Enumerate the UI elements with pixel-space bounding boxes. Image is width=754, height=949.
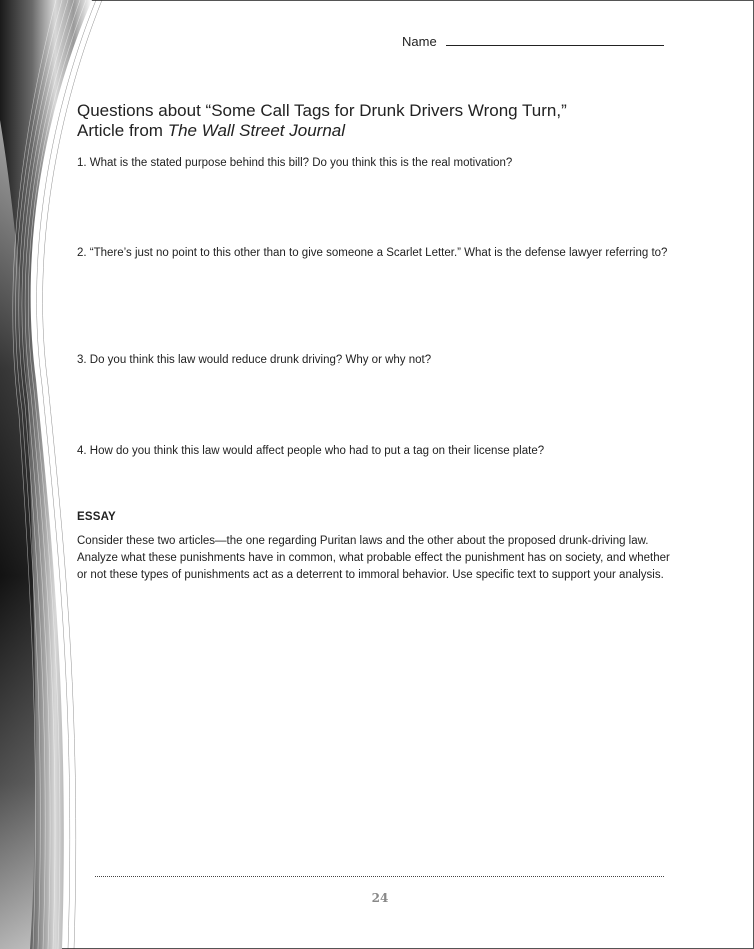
title-line-1: Questions about “Some Call Tags for Drunk Drivers Wrong Turn,”	[77, 101, 567, 120]
question-3	[77, 352, 677, 369]
name-field	[402, 33, 664, 49]
page-title	[77, 101, 567, 141]
title-line-2	[77, 121, 567, 141]
decorative-swoosh-graphic	[0, 0, 110, 949]
name-label: Name	[402, 34, 437, 49]
essay-heading: ESSAY	[77, 511, 116, 523]
footer-divider	[95, 876, 664, 877]
name-underline	[446, 33, 664, 46]
page-number: 24	[371, 891, 389, 905]
question-4	[77, 443, 677, 460]
question-1-text: 1. What is the stated purpose behind this bill? Do you think this is the real motivation?	[77, 157, 513, 169]
publication-name: The Wall Street Journal	[167, 121, 346, 140]
question-4-text: 4. How do you think this law would affect people who had to put a tag on their license plate?	[77, 445, 545, 457]
question-2	[77, 245, 677, 262]
title-line-2-prefix: Article from	[77, 121, 168, 140]
question-1	[77, 155, 677, 172]
question-3-text: 3. Do you think this law would reduce drunk driving? Why or why not?	[77, 354, 432, 366]
question-2-text: 2. “There’s just no point to this other than to give someone a Scarlet Letter.” What is the defense lawyer referring to?	[77, 247, 668, 259]
essay-prompt: Consider these two articles—the one regarding Puritan laws and the other about the proposed drunk-driving law. Analyze what these punishments have in common, what probable effect the punishment has on society, and whether or not these types of punishments act as a deterrent to immoral behavior. Use specific text to support your analysis.	[77, 535, 670, 581]
